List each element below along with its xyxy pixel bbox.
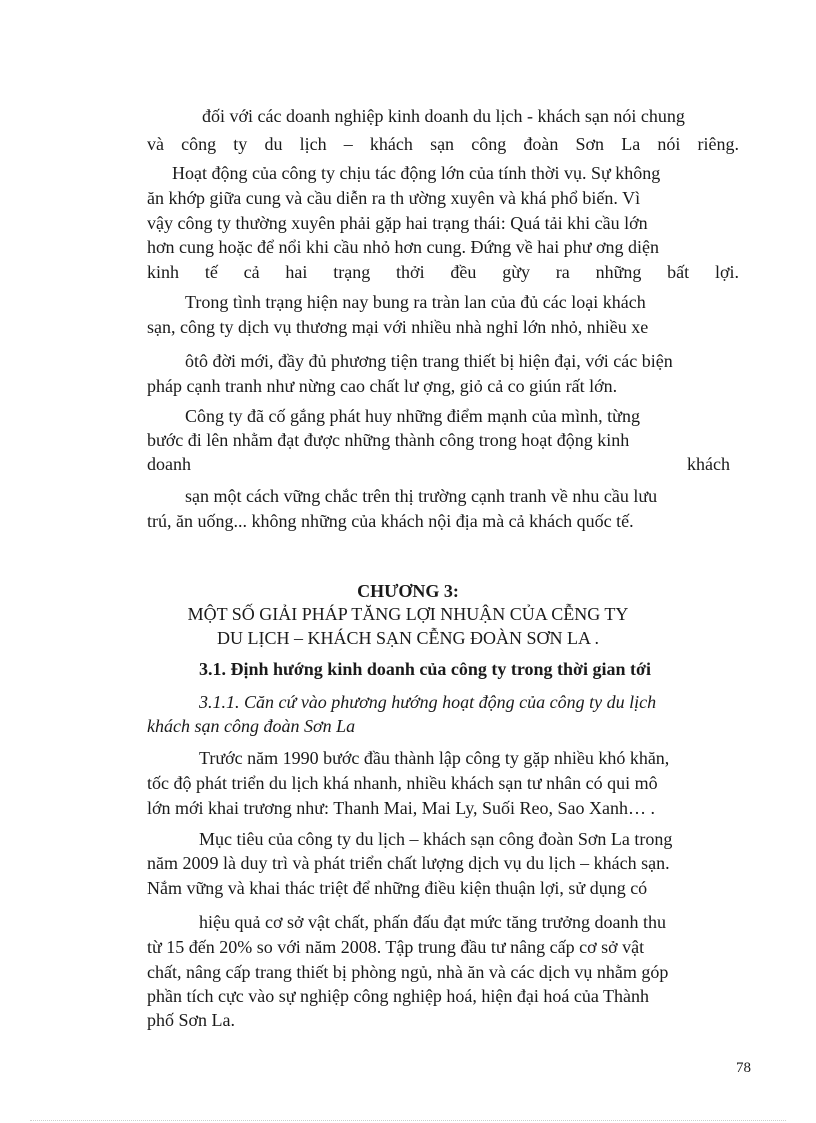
text-line: Trong tình trạng hiện nay bung ra tràn lan của đủ các loại khách	[185, 292, 646, 312]
text-line: phần tích cực vào sự nghiệp công nghiệp hoá, hiện đại hoá của Thành	[147, 986, 650, 1006]
text-line: ôtô đời mới, đầy đủ phương tiện trang thiết bị hiện đại, với các biện	[185, 351, 673, 371]
text-line: khách	[687, 454, 730, 474]
text-line: Hoạt động của công ty chịu tác động lớn của tính thời vụ. Sự không	[172, 163, 661, 183]
text-line: sạn, công ty dịch vụ thương mại với nhiều nhà nghỉ lớn nhỏ, nhiều xe	[147, 317, 649, 337]
page-number: 78	[736, 1060, 751, 1076]
text-line: từ 15 đến 20% so với năm 2008. Tập trung đầu tư nâng cấp cơ sở vật	[147, 937, 645, 957]
text-line: Công ty đã cố gắng phát huy những điểm mạnh của mình, từng	[185, 406, 640, 426]
text-line: tốc độ phát triển du lịch khá nhanh, nhiều khách sạn tư nhân có qui mô	[147, 773, 658, 793]
page-bottom-border	[30, 1120, 786, 1121]
text-line: đối với các doanh nghiệp kinh doanh du lịch - khách sạn nói chung	[202, 106, 685, 126]
text-line: sạn một cách vững chắc trên thị trường cạnh tranh về nhu cầu lưu	[185, 486, 658, 506]
text-line: ăn khớp giữa cung và cầu diễn ra th ường xuyên và khá phổ biến. Vì	[147, 188, 641, 208]
text-line: năm 2009 là duy trì và phát triển chất lượng dịch vụ du lịch – khách sạn.	[147, 853, 670, 873]
text-line: Nắm vững và khai thác triệt để những điều kiện thuận lợi, sử dụng có	[147, 878, 648, 898]
text-line: và công ty du lịch – khách sạn công đoàn Sơn La nói riêng.	[147, 134, 739, 154]
chapter-title: DU LỊCH – KHÁCH SẠN CỄNG ĐOÀN SƠN LA .	[216, 628, 599, 648]
text-line: hơn cung hoặc để nổi khi cầu nhỏ hơn cung. Đứng về hai phư ơng diện	[147, 237, 659, 257]
text-line: doanh	[147, 454, 191, 474]
text-line: chất, nâng cấp trang thiết bị phòng ngủ, nhà ăn và các dịch vụ nhằm góp	[147, 962, 669, 982]
text-line: trú, ăn uống... không những của khách nội địa mà cả khách quốc tế.	[147, 511, 634, 531]
text-line: Mục tiêu của công ty du lịch – khách sạn công đoàn Sơn La trong	[199, 829, 673, 849]
text-line: vậy công ty thường xuyên phải gặp hai trạng thái: Quá tải khi cầu lớn	[147, 213, 648, 233]
text-line: lớn mới khai trương như: Thanh Mai, Mai Ly, Suối Reo, Sao Xanh… .	[147, 798, 656, 818]
subsection-heading: 3.1.1. Căn cứ vào phương hướng hoạt động của công ty du lịch	[199, 692, 657, 712]
text-line: pháp cạnh tranh như nừng cao chất lư ợng, giỏ cả co giún rất lớn.	[147, 376, 618, 396]
subsection-heading: khách sạn công đoàn Sơn La	[147, 716, 356, 736]
section-heading: 3.1. Định hướng kinh doanh của công ty trong thời gian tới	[199, 659, 651, 679]
text-line: bước đi lên nhằm đạt được những thành công trong hoạt động kinh	[147, 430, 630, 450]
text-line: Trước năm 1990 bước đầu thành lập công ty gặp nhiều khó khăn,	[199, 748, 670, 768]
text-line: kinh tế cả hai trạng thởi đều gừy ra những bất lợi.	[147, 262, 739, 282]
chapter-number: CHƯƠNG 3:	[357, 581, 459, 601]
text-line: phố Sơn La.	[147, 1010, 236, 1030]
text-line: hiệu quả cơ sở vật chất, phấn đấu đạt mức tăng trưởng doanh thu	[199, 912, 666, 932]
chapter-title: MỘT SỐ GIẢI PHÁP TĂNG LỢI NHUẬN CỦA CỄNG TY	[187, 604, 629, 624]
